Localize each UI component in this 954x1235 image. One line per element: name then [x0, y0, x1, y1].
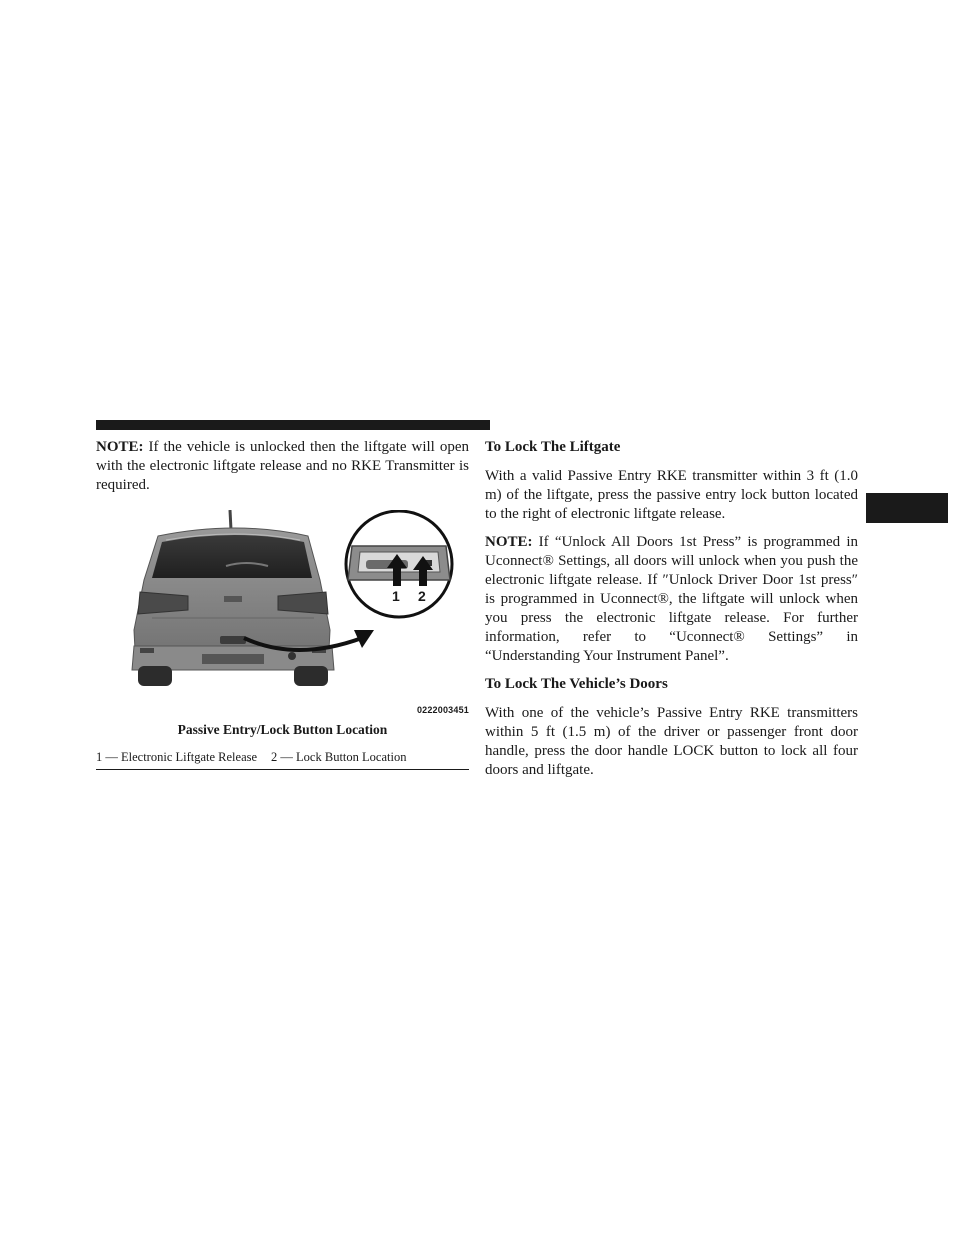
note-label: NOTE: — [485, 534, 533, 550]
callout-2-label: 2 — [418, 588, 426, 604]
legend-rule — [96, 769, 469, 770]
paragraph-lock-liftgate: With a valid Passive Entry RKE transmitter within 3 ft (1.0 m) of the liftgate, press the passive entry lock button located to the right of electronic liftgate release. — [485, 468, 858, 522]
vehicle-rear-illustration — [96, 510, 469, 715]
note-text: If the vehicle is unlocked then the liftgate will open with the electronic liftgate release and no RKE Transmitter is required. — [96, 439, 469, 493]
heading-lock-doors: To Lock The Vehicle’s Doors — [485, 676, 668, 692]
note-label: NOTE: — [96, 439, 144, 455]
legend-item: 2 — Lock Button Location — [271, 750, 407, 764]
figure-code: 0222003451 — [416, 705, 469, 715]
note-paragraph — [96, 438, 469, 495]
note-text: If “Unlock All Doors 1st Press” is programmed in Uconnect® Settings, all doors will unlock when you push the electronic liftgate release. If ″Unlock Driver Door 1st press″ is programmed in Uconnect®, the liftgate will unlock when you press the electronic liftgate release. For further information, refer to “Uconnect® Settings” in “Understanding Your Instrument Panel”. — [485, 534, 858, 664]
right-column — [485, 438, 858, 780]
liftgate-figure — [96, 510, 469, 715]
section-top-rule — [96, 420, 490, 430]
callout-1-label: 1 — [392, 588, 400, 604]
figure-caption: Passive Entry/Lock Button Location — [177, 722, 388, 737]
legend-item: 1 — Electronic Liftgate Release — [96, 750, 258, 764]
left-column — [96, 438, 469, 770]
heading-lock-liftgate: To Lock The Liftgate — [485, 439, 621, 455]
note-paragraph — [485, 533, 858, 666]
figure-legend — [96, 749, 469, 765]
paragraph-lock-doors: With one of the vehicle’s Passive Entry RKE transmitters within 5 ft (1.5 m) of the driver or passenger front door handle, press the door handle LOCK button to lock all four doors and liftgate. — [485, 705, 858, 778]
chapter-tab — [866, 493, 948, 523]
